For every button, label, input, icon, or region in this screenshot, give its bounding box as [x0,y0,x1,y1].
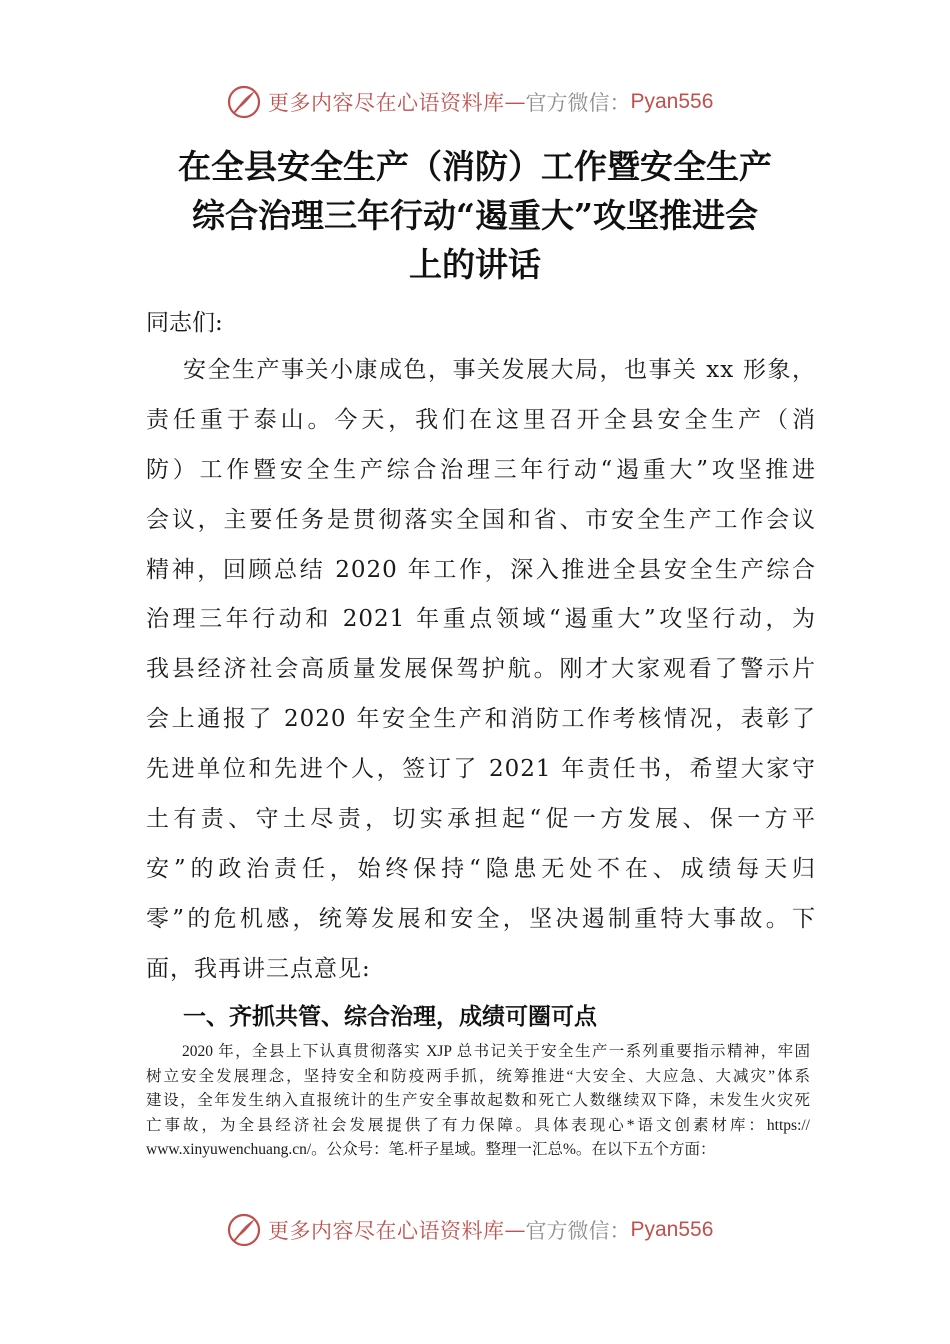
body-line: 面，我再讲三点意见: [146,955,371,982]
body-line: 土有责、守土尽责，切实承担起“促一方发展、保一方平 [146,806,816,833]
body-line: 安全生产事关小康成色，事关发展大局，也事关 xx 形象， [183,357,816,383]
watermark-banner-bottom [226,1212,713,1248]
small-line: www.xinyuwenchuang.cn/。公众号：笔.杆子星域。整理一汇总%。在以下五个方面： [146,1141,716,1158]
watermark-dash: — [504,90,526,114]
salutation: 同志们: [146,310,223,336]
watermark-banner-top [226,84,713,120]
small-line: 亡事故，为全县经济社会发展提供了有力保障。具体表现心*语文创素材库：https:// [146,1116,810,1134]
small-line: 2020 年，全县上下认真贯彻落实 XJP 总书记关于安全生产一系列重要指示精神，牢固 [182,1043,810,1060]
small-line: 树立安全发展理念，坚持安全和防疫两手抓，统筹推进“大安全、大应急、大减灾”体系 [146,1067,810,1085]
body-line: 治理三年行动和 2021 年重点领域“遏重大”攻坚行动，为 [146,606,816,633]
body-line: 防）工作暨安全生产综合治理三年行动“遏重大”攻坚推进 [146,456,816,483]
watermark-wechat-id: Pyan556 [630,90,714,113]
watermark-brand: 更多内容尽在心语资料库 [268,91,505,115]
body-line: 先进单位和先进个人，签订了 2021 年责任书，希望大家守 [146,756,816,783]
body-line: 会议，主要任务是贯彻落实全国和省、市安全生产工作会议 [146,506,816,533]
watermark-official-label: 官方微信： [525,1219,631,1243]
body-line: 会上通报了 2020 年安全生产和消防工作考核情况，表彰了 [146,706,816,733]
body-line: 精神，回顾总结 2020 年工作，深入推进全县安全生产综合 [146,556,816,583]
section-heading: 一、齐抓共管、综合治理，成绩可圈可点 [183,1004,597,1030]
document-title [140,142,810,289]
title-line: 上的讲话 [409,245,541,284]
small-line: 建设，全年发生纳入直报统计的生产安全事故起数和死亡人数继续双下降，未发生火灾死 [146,1092,810,1109]
watermark-brand: 更多内容尽在心语资料库 [268,1219,505,1243]
body-line: 安”的政治责任，始终保持“隐患无处不在、成绩每天归 [146,855,816,882]
quill-logo-icon [226,84,262,120]
watermark-official-label: 官方微信： [525,91,631,115]
body-line: 责任重于泰山。今天，我们在这里召开全县安全生产（消 [146,406,816,433]
small-paragraph [146,1040,810,1163]
body-line: 零”的危机感，统筹发展和安全，坚决遏制重特大事故。下 [146,905,816,932]
title-line: 综合治理三年行动“遏重大”攻坚推进会 [192,196,758,235]
title-line: 在全县安全生产（消防）工作暨安全生产 [178,147,772,186]
body-paragraph [146,346,816,995]
watermark-wechat-id: Pyan556 [630,1218,714,1241]
quill-logo-icon [226,1212,262,1248]
body-line: 我县经济社会高质量发展保驾护航。刚才大家观看了警示片 [146,656,816,683]
watermark-dash: — [504,1218,526,1242]
